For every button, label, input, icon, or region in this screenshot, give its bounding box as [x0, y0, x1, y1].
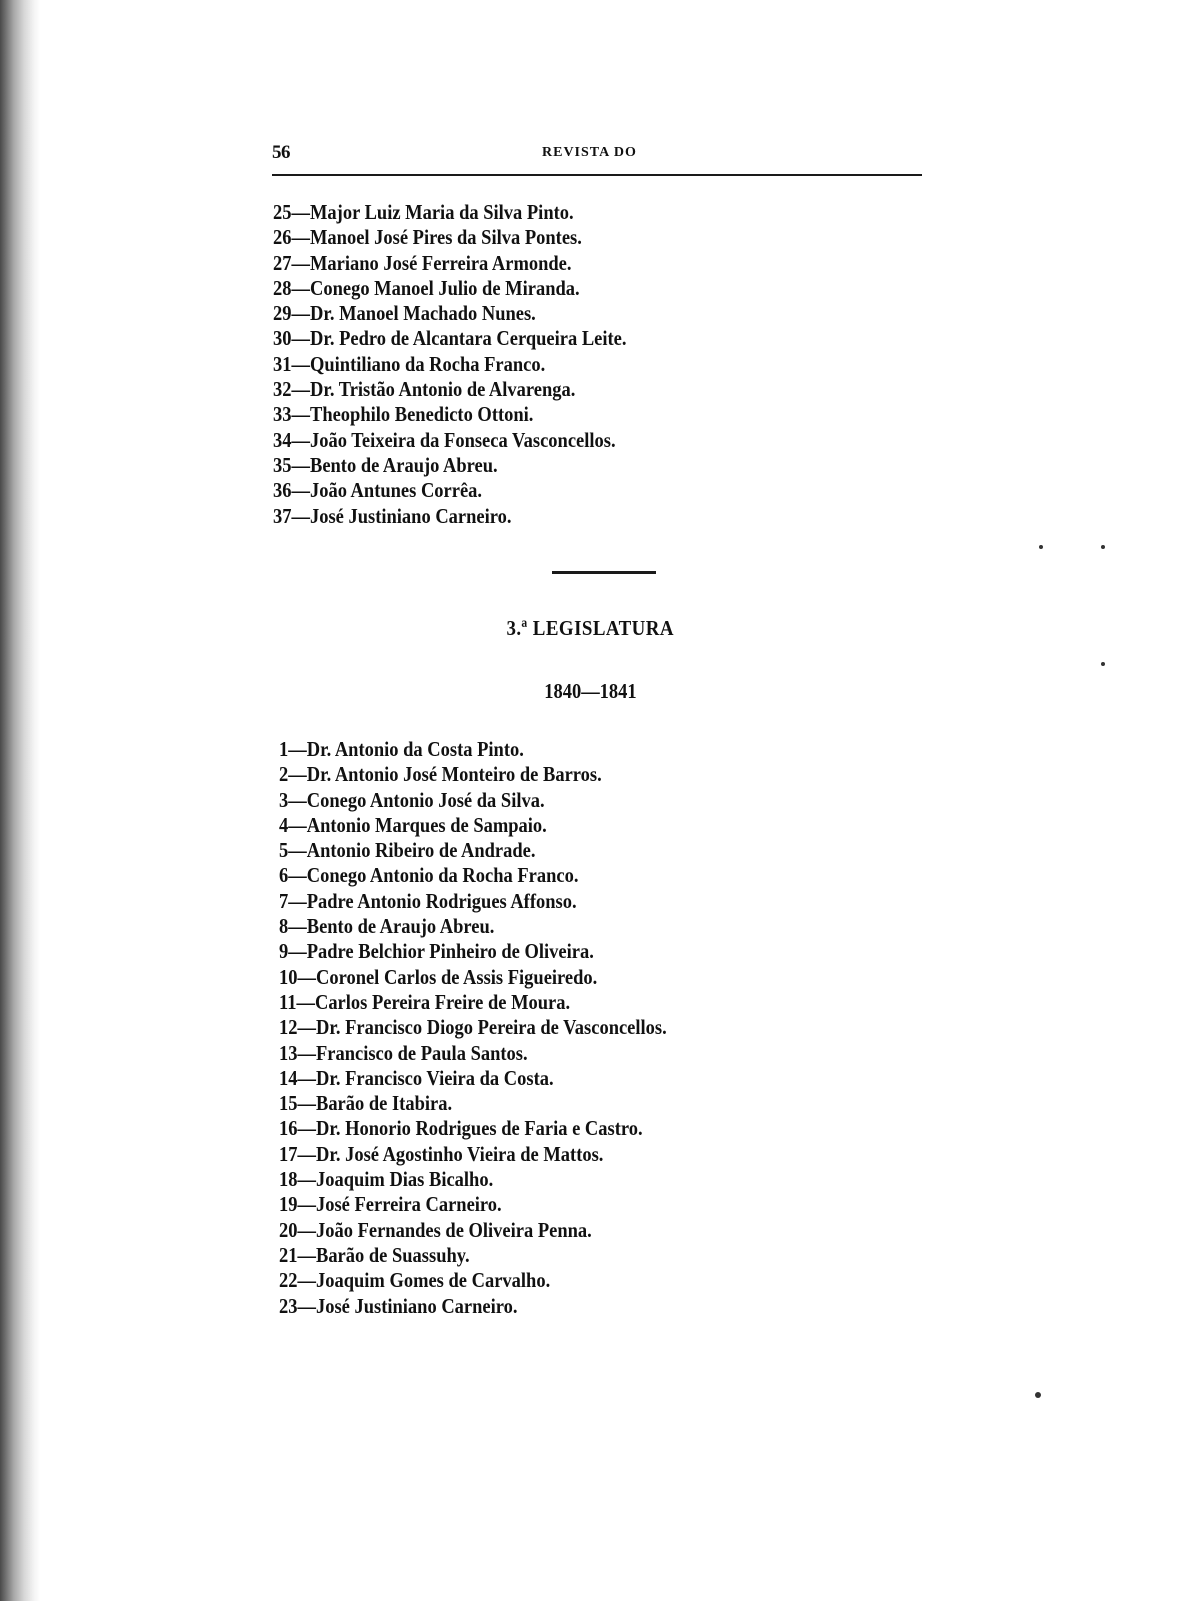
list-item: 12—Dr. Francisco Diogo Pereira de Vasconcellos. — [279, 1015, 667, 1040]
ink-speck — [1039, 545, 1043, 549]
list-item: 35—Bento de Araujo Abreu. — [273, 452, 498, 477]
list-item: 29—Dr. Manoel Machado Nunes. — [273, 301, 536, 326]
header-rule — [272, 174, 922, 176]
list-item: 31—Quintiliano da Rocha Franco. — [273, 351, 546, 376]
list-item: 26—Manoel José Pires da Silva Pontes. — [273, 225, 582, 250]
list-item: 28—Conego Manoel Julio de Miranda. — [273, 275, 580, 300]
deputy-list-legislature-3 — [279, 737, 667, 1319]
list-item: 34—João Teixeira da Fonseca Vasconcellos. — [273, 427, 616, 452]
page-header — [272, 142, 922, 172]
list-item: 13—Francisco de Paula Santos. — [279, 1040, 528, 1065]
list-item: 3—Conego Antonio José da Silva. — [279, 787, 545, 812]
list-item: 27—Mariano José Ferreira Armonde. — [273, 250, 572, 275]
list-item: 18—Joaquim Dias Bicalho. — [279, 1167, 494, 1192]
list-item: 23—José Justiniano Carneiro. — [279, 1293, 518, 1318]
list-item: 30—Dr. Pedro de Alcantara Cerqueira Leite. — [273, 326, 627, 351]
ink-speck — [1101, 662, 1105, 666]
list-item: 4—Antonio Marques de Sampaio. — [279, 812, 547, 837]
page-number: 56 — [272, 142, 290, 163]
list-item: 8—Bento de Araujo Abreu. — [279, 914, 495, 939]
list-item: 1—Dr. Antonio da Costa Pinto. — [279, 737, 524, 761]
list-item: 7—Padre Antonio Rodrigues Affonso. — [279, 888, 577, 913]
list-item: 6—Conego Antonio da Rocha Franco. — [279, 863, 579, 888]
ink-speck — [1101, 545, 1105, 549]
section-divider — [552, 571, 656, 574]
page-binding-shadow — [0, 0, 40, 1601]
list-item: 16—Dr. Honorio Rodrigues de Faria e Castro. — [279, 1116, 643, 1141]
list-item: 20—João Fernandes de Oliveira Penna. — [279, 1217, 592, 1242]
section-years: 1840—1841 — [544, 679, 637, 703]
list-item: 32—Dr. Tristão Antonio de Alvarenga. — [273, 377, 576, 402]
list-item: 37—José Justiniano Carneiro. — [273, 503, 512, 528]
list-item: 14—Dr. Francisco Vieira da Costa. — [279, 1065, 554, 1090]
list-item: 22—Joaquim Gomes de Carvalho. — [279, 1268, 551, 1293]
running-head: REVISTA DO — [542, 145, 637, 160]
deputy-list-continued — [273, 200, 626, 529]
list-item: 36—João Antunes Corrêa. — [273, 478, 483, 503]
list-item: 5—Antonio Ribeiro de Andrade. — [279, 838, 536, 863]
list-item: 21—Barão de Suassuhy. — [279, 1242, 470, 1267]
list-item: 9—Padre Belchior Pinheiro de Oliveira. — [279, 939, 594, 964]
list-item: 25—Major Luiz Maria da Silva Pinto. — [273, 200, 574, 224]
list-item: 2—Dr. Antonio José Monteiro de Barros. — [279, 762, 602, 787]
section-title: 3.ª LEGISLATURA — [506, 616, 674, 640]
list-item: 15—Barão de Itabira. — [279, 1091, 453, 1116]
list-item: 19—José Ferreira Carneiro. — [279, 1192, 502, 1217]
ink-speck — [1035, 1392, 1041, 1398]
list-item: 17—Dr. José Agostinho Vieira de Mattos. — [279, 1141, 604, 1166]
list-item: 11—Carlos Pereira Freire de Moura. — [279, 989, 571, 1014]
list-item: 10—Coronel Carlos de Assis Figueiredo. — [279, 964, 598, 989]
list-item: 33—Theophilo Benedicto Ottoni. — [273, 402, 534, 427]
